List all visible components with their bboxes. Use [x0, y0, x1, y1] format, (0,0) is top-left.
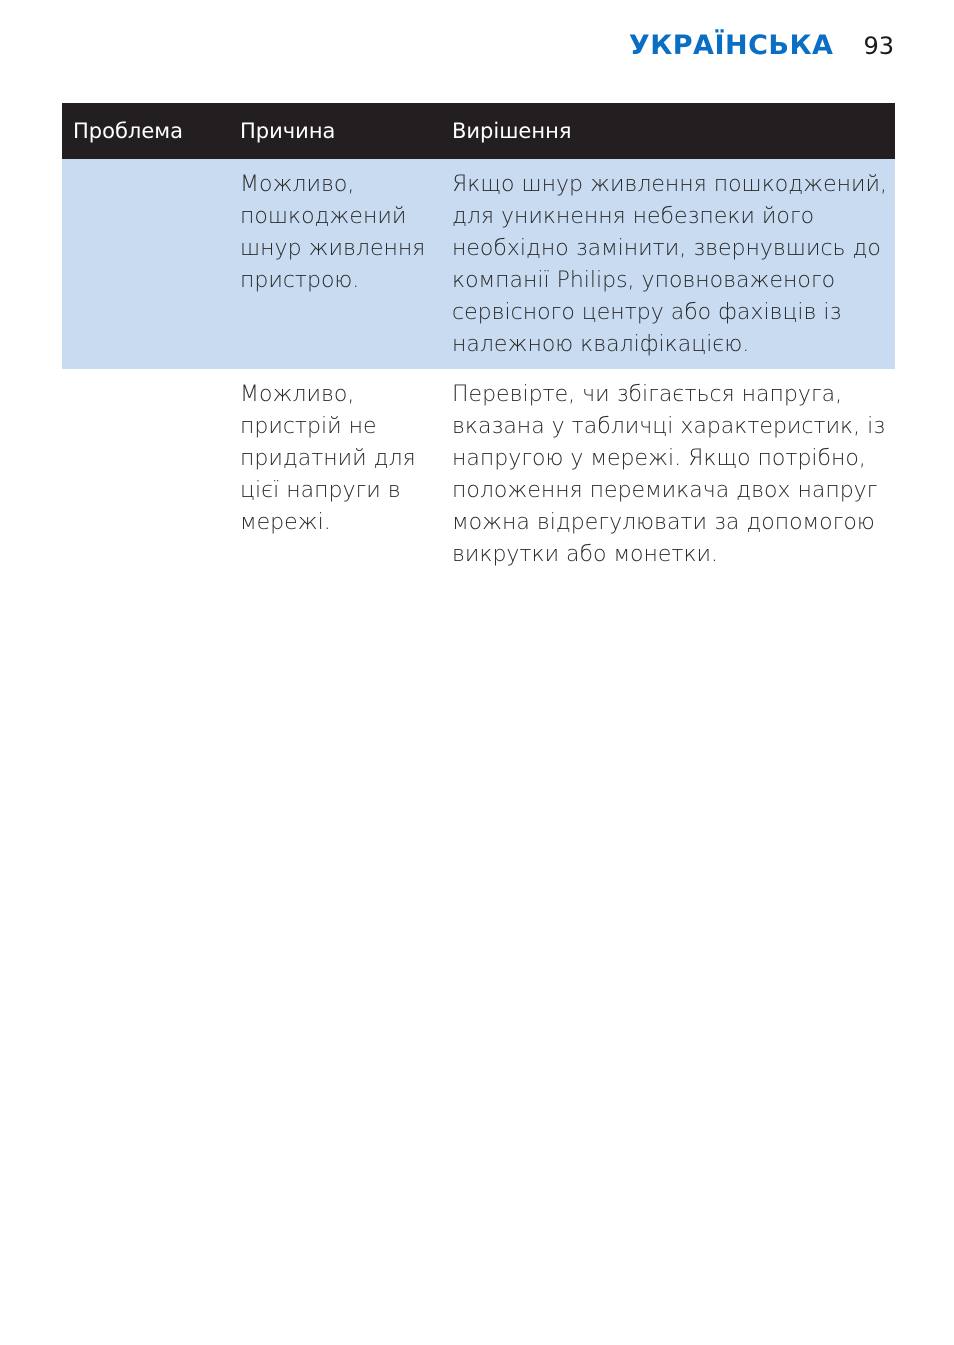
- cell-cause: Можливо, пристрій не придатний для цієї напруги в мережі.: [229, 369, 441, 579]
- cell-solution: Якщо шнур живлення пошкоджений, для уникнення небезпеки його необхідно замінити, звернувшись до компанії Philips, уповноваженого сервісного центру або фахівців із належною кваліфікацією.: [441, 159, 895, 369]
- page-number: 93: [863, 32, 894, 60]
- table-body: [62, 159, 895, 579]
- cell-cause: Можливо, пошкоджений шнур живлення пристрою.: [229, 159, 441, 369]
- table-header: [62, 103, 895, 159]
- page-header: [629, 30, 894, 61]
- language-title: УКРАЇНСЬКА: [628, 30, 834, 61]
- table-row: [62, 369, 895, 579]
- table-header-row: [62, 103, 895, 159]
- column-header-cause: Причина: [229, 103, 441, 159]
- troubleshooting-table: [62, 103, 895, 579]
- cell-solution: Перевірте, чи збігається напруга, вказана у табличці характеристик, із напругою у мережі. Якщо потрібно, положення перемикача двох напруг можна відрегулювати за допомогою викрутки або монетки.: [441, 369, 895, 579]
- table-row: [62, 159, 895, 369]
- cell-problem: [62, 159, 229, 369]
- column-header-solution: Вирішення: [441, 103, 895, 159]
- cell-problem: [62, 369, 229, 579]
- column-header-problem: Проблема: [62, 103, 229, 159]
